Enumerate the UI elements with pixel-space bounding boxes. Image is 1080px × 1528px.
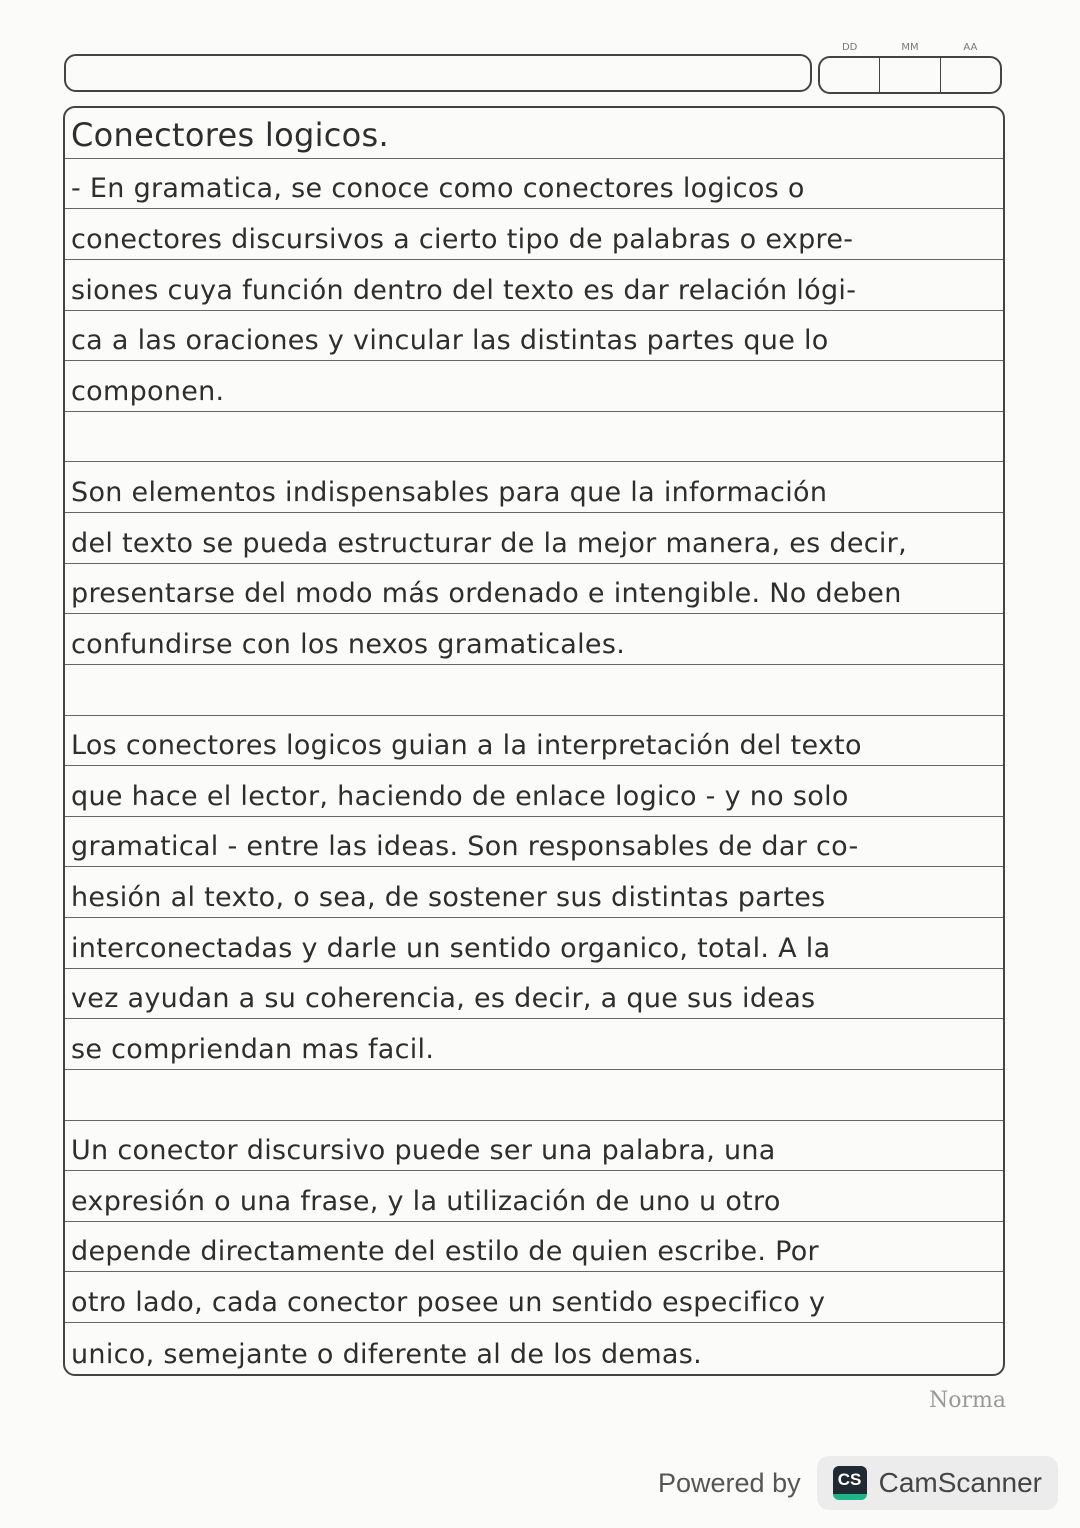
note-line: componen. [71,375,225,407]
note-line: siones cuya función dentro del texto es dar relación lógi- [71,274,857,306]
ruled-line [65,1171,1003,1222]
note-line: gramatical - entre las ideas. Son responsables de dar co- [71,831,859,863]
ruled-line [65,614,1003,665]
ruled-line [65,564,1003,615]
ruled-line [65,969,1003,1020]
note-line: confundirse con los nexos gramaticales. [71,628,626,660]
ruled-line [65,918,1003,969]
ruled-line [65,260,1003,311]
ruled-line [65,817,1003,868]
camscanner-badge [817,1456,1058,1510]
note-line: ca a las oraciones y vincular las distintas partes que lo [71,325,829,357]
date-field [818,42,1002,94]
title-field [64,54,812,92]
ruled-line [65,1222,1003,1273]
note-line: se compriendan mas facil. [71,1033,435,1065]
note-line: interconectadas y darle un sentido organico, total. A la [71,932,831,964]
note-line: Los conectores logicos guian a la interpretación del texto [71,730,862,762]
note-line: - En gramatica, se conoce como conectores logicos o [71,173,805,205]
ruled-line [65,1070,1003,1121]
note-line: conectores discursivos a cierto tipo de palabras o expre- [71,223,854,255]
date-day-cell [820,42,880,92]
date-day-label: DD [841,42,858,53]
ruled-line [65,766,1003,817]
ruled-line [65,209,1003,260]
note-line: expresión o una frase, y la utilización de uno u otro [71,1185,781,1217]
note-line: otro lado, cada conector posee un sentido especifico y [71,1287,826,1318]
date-month-label: MM [901,42,919,53]
note-line: que hace el lector, haciendo de enlace logico - y no solo [71,780,849,812]
date-year-label: AA [963,42,978,53]
camscanner-watermark [658,1456,1058,1510]
note-line: hesión al texto, o sea, de sostener sus distintas partes [71,882,826,913]
ruled-line [65,1121,1003,1172]
note-line: unico, semejante o diferente al de los demas. [71,1338,703,1370]
note-line: vez ayudan a su coherencia, es decir, a que sus ideas [71,983,816,1015]
ruled-line [65,716,1003,767]
note-line: depende directamente del estilo de quien escribe. Por [71,1236,819,1268]
ruled-line [65,665,1003,716]
date-year-cell [941,42,1000,92]
ruled-line [65,412,1003,463]
ruled-line [65,1019,1003,1070]
note-line: presentarse del modo más ordenado e intengible. No deben [71,578,902,610]
ruled-line [65,108,1003,159]
powered-by-text: Powered by [658,1467,801,1498]
ruled-line [65,311,1003,362]
note-line: del texto se pueda estructurar de la mejor manera, es decir, [71,527,907,559]
notebook-page [63,106,1005,1376]
ruled-line [65,159,1003,210]
note-line: Un conector discursivo puede ser una palabra, una [71,1135,776,1167]
note-title: Conectores logicos. [71,115,389,154]
camscanner-logo-icon: CS [833,1466,867,1500]
ruled-line [65,1323,1003,1374]
date-month-cell [880,42,940,92]
ruled-line [65,513,1003,564]
ruled-line [65,1272,1003,1323]
camscanner-name: CamScanner [878,1467,1042,1498]
ruled-line [65,462,1003,513]
ruled-line [65,361,1003,412]
ruled-line [65,867,1003,918]
norma-logo: Norma [929,1388,1006,1413]
note-line: Son elementos indispensables para que la información [71,477,828,508]
